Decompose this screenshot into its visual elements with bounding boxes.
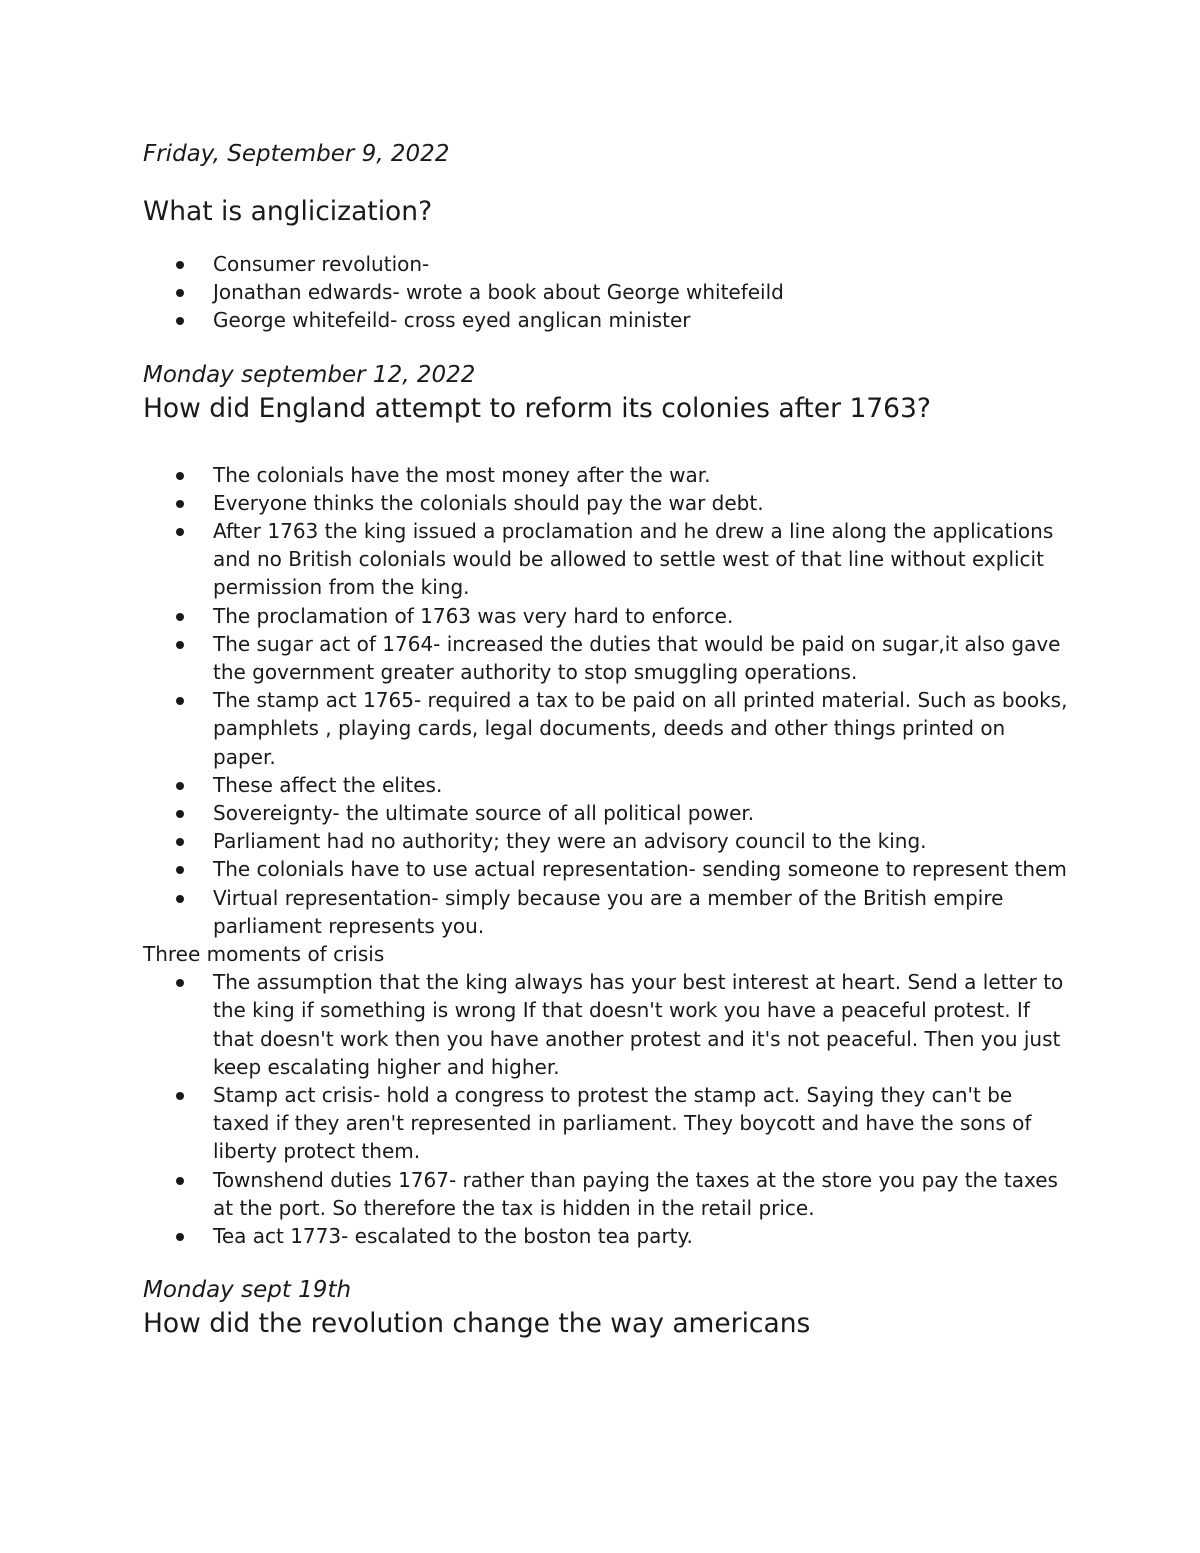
subheading: Three moments of crisis	[143, 942, 385, 967]
section-date: Friday, September 9, 2022	[143, 141, 450, 167]
list-item: After 1763 the king issued a proclamation and he drew a line along the applications and no British colonials would be allowed to settle west of that line without explicit permission from the king.	[143, 517, 1073, 602]
bullet-icon	[176, 1233, 184, 1241]
bullet-icon	[176, 697, 184, 705]
bullet-list	[143, 461, 1073, 940]
section-date: Monday september 12, 2022	[143, 361, 476, 388]
bullet-icon	[176, 866, 184, 874]
bullet-icon	[176, 838, 184, 846]
list-item: Tea act 1773- escalated to the boston tea party.	[143, 1222, 1073, 1250]
list-item: Virtual representation- simply because you are a member of the British empire parliament represents you.	[143, 884, 1073, 940]
list-item: Jonathan edwards- wrote a book about George whitefeild	[143, 278, 1073, 306]
bullet-icon	[176, 895, 184, 903]
bullet-icon	[176, 641, 184, 649]
document-page	[143, 138, 1073, 1342]
list-item: Parliament had no authority; they were an advisory council to the king.	[143, 827, 1073, 855]
bullet-icon	[176, 1177, 184, 1185]
list-item: The assumption that the king always has your best interest at heart. Send a letter to the king if something is wrong If that doesn't work you have a peaceful protest. If that doesn't work then you have another protest and it's not peaceful. Then you just keep escalating higher and higher.	[143, 968, 1073, 1081]
section-question: How did England attempt to reform its colonies after 1763?	[143, 392, 931, 424]
list-item: The stamp act 1765- required a tax to be paid on all printed material. Such as books, pamphlets , playing cards, legal documents, deeds and other things printed on paper.	[143, 686, 1073, 771]
bullet-list	[143, 968, 1073, 1250]
bullet-icon	[176, 289, 184, 297]
list-item: The colonials have to use actual representation- sending someone to represent them	[143, 855, 1073, 883]
bullet-icon	[176, 500, 184, 508]
bullet-icon	[176, 261, 184, 269]
list-item: Consumer revolution-	[143, 250, 1073, 278]
bullet-icon	[176, 317, 184, 325]
list-item: Everyone thinks the colonials should pay the war debt.	[143, 489, 1073, 517]
section-question: How did the revolution change the way americans	[143, 1308, 811, 1340]
bullet-icon	[176, 979, 184, 987]
bullet-icon	[176, 1092, 184, 1100]
list-item: These affect the elites.	[143, 771, 1073, 799]
bullet-icon	[176, 472, 184, 480]
list-item: The colonials have the most money after the war.	[143, 461, 1073, 489]
list-item: The sugar act of 1764- increased the duties that would be paid on sugar,it also gave the government greater authority to stop smuggling operations.	[143, 630, 1073, 686]
bullet-icon	[176, 810, 184, 818]
list-item: Sovereignty- the ultimate source of all political power.	[143, 799, 1073, 827]
bullet-list	[143, 250, 1073, 335]
section-date: Monday sept 19th	[143, 1277, 352, 1304]
list-item: The proclamation of 1763 was very hard to enforce.	[143, 602, 1073, 630]
list-item: Townshend duties 1767- rather than paying the taxes at the store you pay the taxes at the port. So therefore the tax is hidden in the retail price.	[143, 1166, 1073, 1222]
bullet-icon	[176, 782, 184, 790]
bullet-icon	[176, 528, 184, 536]
bullet-icon	[176, 613, 184, 621]
section-question: What is anglicization?	[143, 196, 433, 227]
list-item: George whitefeild- cross eyed anglican minister	[143, 306, 1073, 334]
list-item: Stamp act crisis- hold a congress to protest the stamp act. Saying they can't be taxed if they aren't represented in parliament. They boycott and have the sons of liberty protect them.	[143, 1081, 1073, 1166]
